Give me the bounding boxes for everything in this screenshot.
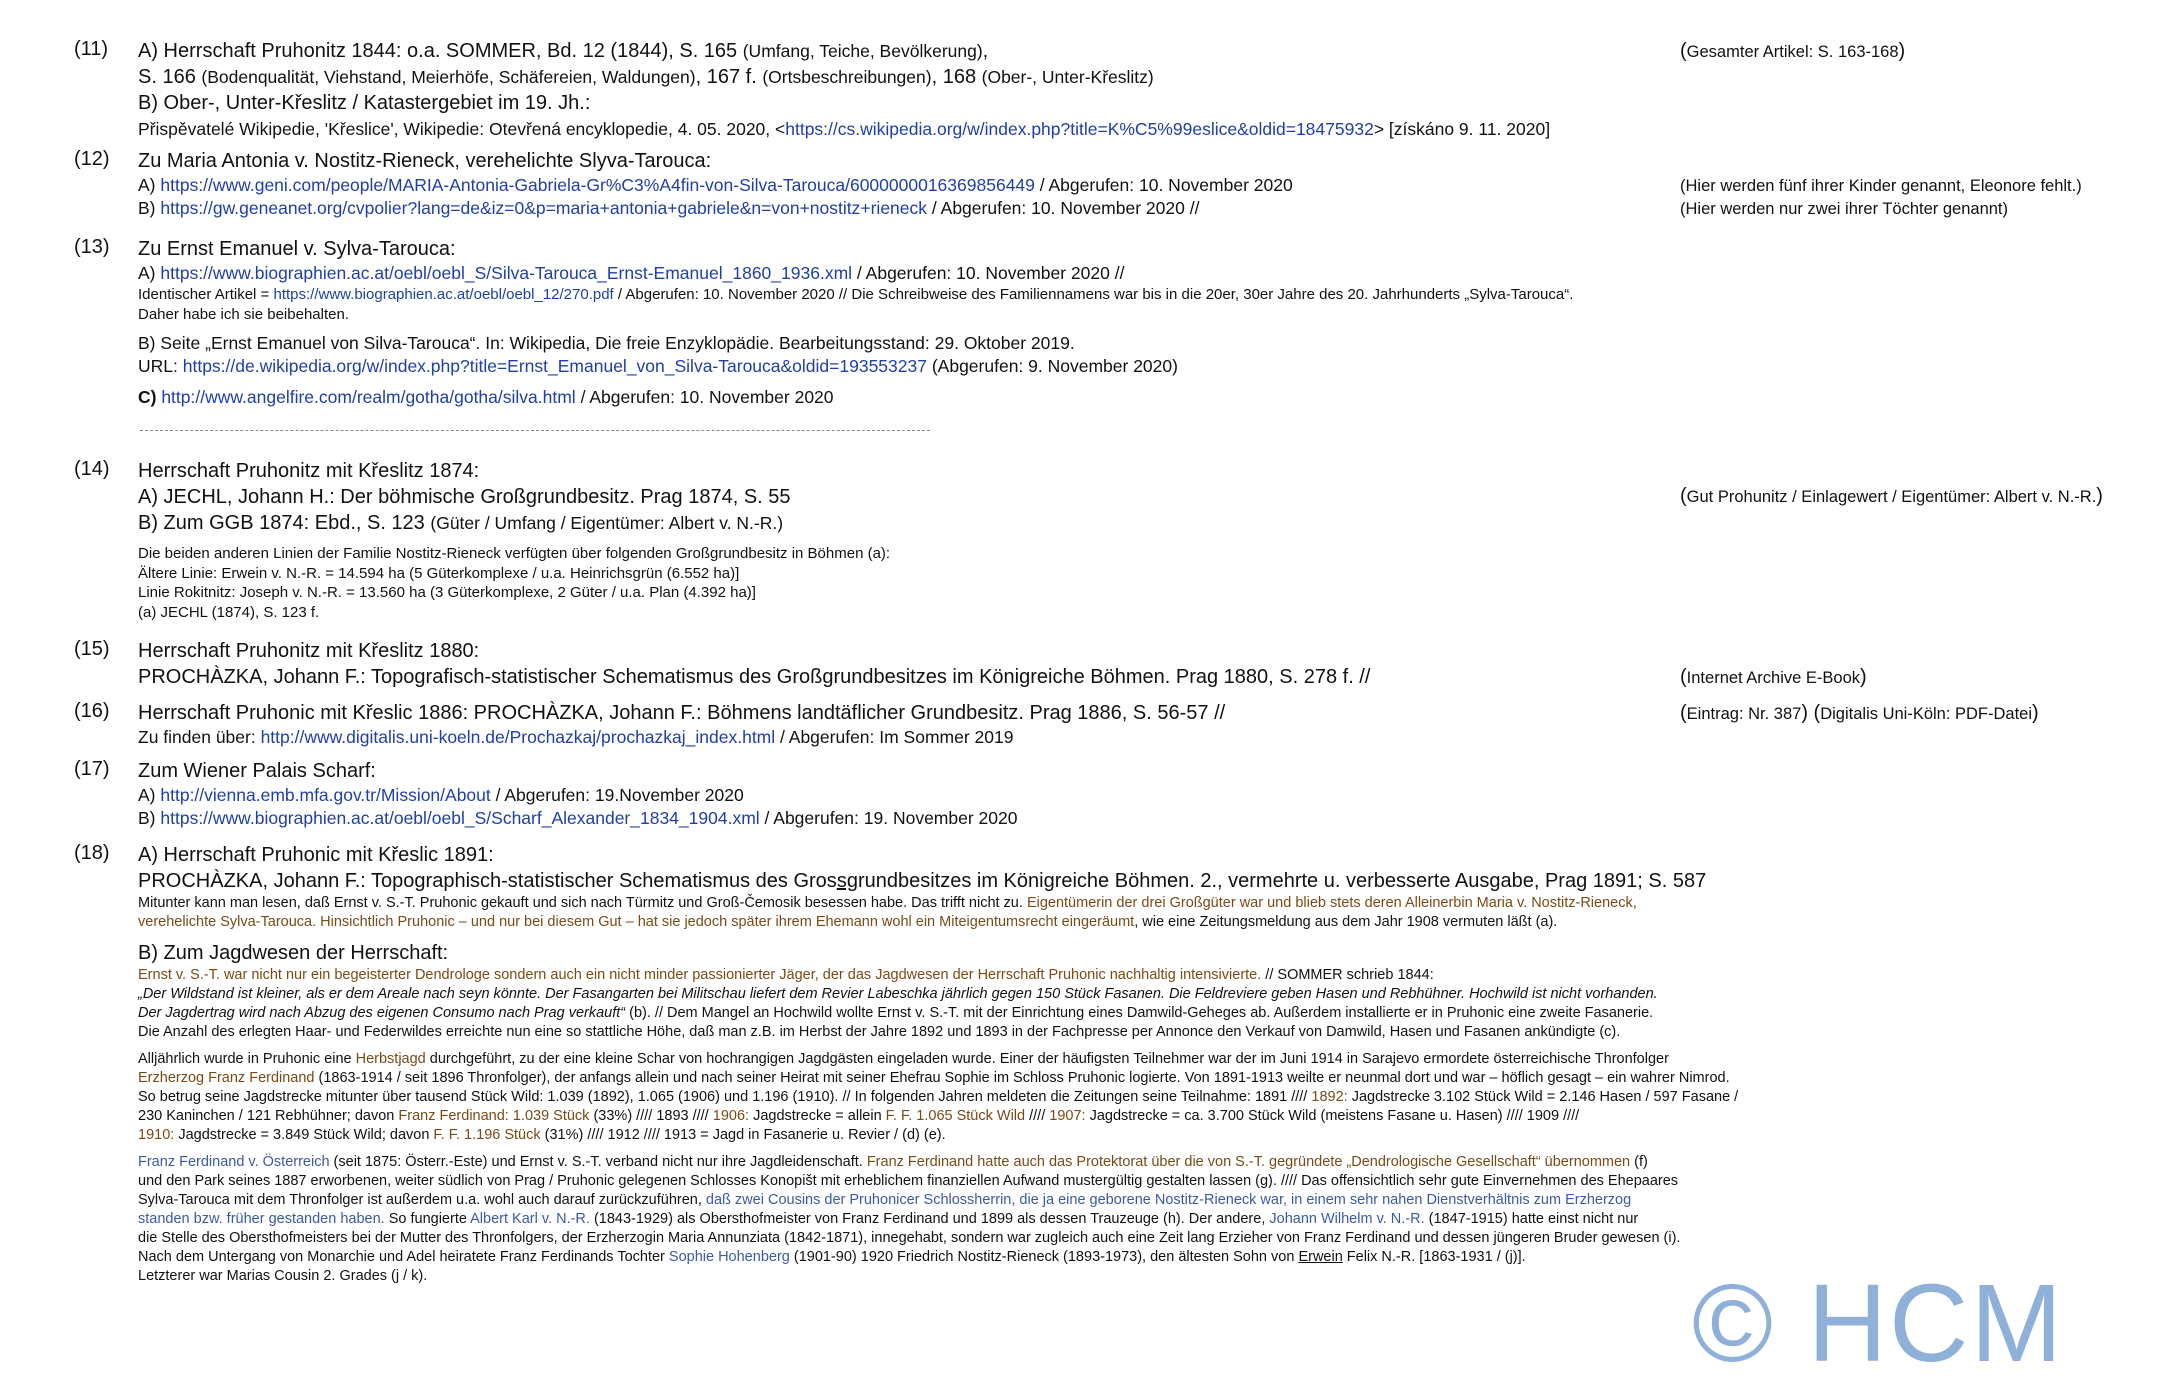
wiki-link[interactable]: https://cs.wikipedia.org/w/index.php?title=K%C5%99eslice&oldid=18475932 xyxy=(785,119,1374,139)
text: , 167 f. xyxy=(695,66,763,88)
biographien-link[interactable]: https://www.biographien.ac.at/oebl/oebl_S/Silva-Tarouca_Ernst-Emanuel_1860_1936.xml xyxy=(160,263,853,283)
line: Herrschaft Pruhonitz mit Křeslitz 1880: xyxy=(138,640,480,662)
text: / Abgerufen: 19.November 2020 xyxy=(490,785,744,805)
side-note-15: (Internet Archive E-Book) xyxy=(1680,666,1867,688)
line xyxy=(138,510,2134,536)
text: , xyxy=(982,40,989,62)
geni-link[interactable]: https://www.geni.com/people/MARIA-Antonia-Gabriela-Gr%C3%A4fin-von-Silva-Tarouca/6000000016369856449 xyxy=(160,175,1035,195)
text: Nach dem Untergang von Monarchie und Adel heiratete Franz Ferdinands Tochter xyxy=(138,1249,669,1265)
line: Linie Rokitnitz: Joseph v. N.-R. = 13.560 ha (3 Güterkomplexe, 2 Güter / u.a. Plan (4.392 ha)] xyxy=(138,584,756,601)
line xyxy=(138,1107,2134,1126)
text: So fungierte xyxy=(384,1211,471,1227)
text: standen bzw. früher gestanden haben. xyxy=(138,1211,385,1227)
text: Jagdstrecke = 3.849 Stück Wild; davon xyxy=(174,1127,434,1143)
text: > [získáno 9. 11. 2020] xyxy=(1373,119,1551,139)
footnote-body xyxy=(138,758,2134,830)
text: / Abgerufen: 10. November 2020 // xyxy=(852,263,1125,283)
line: Zu Maria Antonia v. Nostitz-Rieneck, verehelichte Slyva-Tarouca: xyxy=(138,150,712,172)
text: F. F. 1.196 Stück xyxy=(433,1127,541,1143)
text: 1907: xyxy=(1049,1108,1086,1124)
footnote-body xyxy=(138,236,2134,409)
side-note-12a: (Hier werden fünf ihrer Kinder genannt, Eleonore fehlt.) xyxy=(1680,177,2082,195)
footnote-18 xyxy=(74,842,2134,1302)
text: Gut Prohunitz / Einlagewert / Eigentümer: Albert v. N.-R. xyxy=(1686,488,2097,506)
text: Sophie Hohenberg xyxy=(668,1249,790,1265)
line: Zum Wiener Palais Scharf: xyxy=(138,760,376,782)
spacer xyxy=(138,1042,2134,1050)
text: / Abgerufen: 19. November 2020 xyxy=(759,808,1018,828)
side-note-14: (Gut Prohunitz / Einlagewert / Eigentümer: Albert v. N.-R.) xyxy=(1680,485,2103,507)
text: // SOMMER schrieb 1844: xyxy=(1261,967,1434,983)
text: (Ortsbeschreibungen) xyxy=(762,67,932,87)
line: die Stelle des Obersthofmeisters bei der Mutter des Thronfolgers, der Erzherzogin Maria Annunziata (1842-1871), innegehabt, sondern war zugleich auch eine Zeit lang Erzieher von Franz Ferdinand und dessen jüngeren Bruder gewesen (i). xyxy=(138,1230,1681,1246)
digitalis-link[interactable]: http://www.digitalis.uni-koeln.de/Prochazkaj/prochazkaj_index.html xyxy=(260,727,776,747)
text: / Abgerufen: 10. November 2020 // Die Schreibweise des Familiennamens war bis in die 20er, 30er Jahre des 20. Jahrhunderts „Sylva-Tarouca“. xyxy=(613,286,1574,303)
footnote-13 xyxy=(74,236,2134,426)
text: rundbesitzes im Königreiche Böhmen. 2., vermehrte u. verbesserte Ausgabe, Prag 1891; S. 587 xyxy=(857,870,1707,892)
text: Zu finden über: xyxy=(138,727,261,747)
footnote-number: (16) xyxy=(74,700,110,722)
text: durchgeführt, zu der eine kleine Schar von hochrangigen Jagdgästen eingeladen wurde. Einer der häufigsten Teilnehmer war der im Juni 1914 in Sarajevo ermordete österreichische Thronfolger xyxy=(425,1051,1669,1067)
text: Franz Ferdinand v. Österreich xyxy=(138,1154,330,1170)
text: Erzherzog Franz Ferdinand xyxy=(138,1070,315,1086)
geneanet-link[interactable]: https://gw.geneanet.org/cvpolier?lang=de&iz=0&p=maria+antonia+gabriele&n=von+nostitz+rieneck xyxy=(160,198,928,218)
footnote-number: (17) xyxy=(74,758,110,780)
line: Ältere Linie: Erwein v. N.-R. = 14.594 ha (5 Güterkomplexe / u.a. Heinrichsgrün (6.552 ha)] xyxy=(138,564,740,582)
line: B) Ober-, Unter-Křeslitz / Katastergebiet im 19. Jh.: xyxy=(138,92,591,114)
line xyxy=(138,913,2134,932)
text: Internet Archive E-Book xyxy=(1686,669,1861,687)
text: Johann Wilhelm v. N.-R. xyxy=(1269,1211,1425,1227)
line xyxy=(138,1153,2134,1172)
line: B) Seite „Ernst Emanuel von Silva-Tarouca“. In: Wikipedia, Die freie Enzyklopädie. Bearbeitungsstand: 29. Oktober 2019. xyxy=(138,333,1075,353)
line: Daher habe ich sie beibehalten. xyxy=(138,305,349,323)
footnote-body xyxy=(138,458,2134,622)
text: Franz Ferdinand hatte auch das Protektorat über die von S.-T. gegründete „Dendrologische Gesellschaft“ übernommen xyxy=(866,1154,1631,1170)
line: Herrschaft Pruhonitz mit Křeslitz 1874: xyxy=(138,460,480,482)
text: 1892: xyxy=(1311,1089,1348,1105)
spacer xyxy=(138,378,2134,386)
text: (Umfang, Teiche, Bevölkerung) xyxy=(742,41,983,61)
line: Herrschaft Pruhonic mit Křeslic 1886: PROCHÀZKA, Johann F.: Böhmens landtäflicher Grundbesitz. Prag 1886, S. 56-57 // xyxy=(138,702,1226,724)
text: (1847-1915) hatte einst nicht nur xyxy=(1424,1211,1639,1227)
line xyxy=(138,1050,2134,1069)
separator-line xyxy=(140,430,930,431)
text: 1910: xyxy=(138,1127,175,1143)
footnote-14 xyxy=(74,458,2134,628)
text: Gesamter Artikel: S. 163-168 xyxy=(1686,43,1899,61)
line: Die Anzahl des erlegten Haar- und Federwildes erreichte nun eine so stattliche Höhe, daß man z.B. im Herbst der Jahre 1892 und 1893 in der Fachpresse per Annonce den Verkauf von Damwild, Hasen und Fasanen ankündigte (c). xyxy=(138,1024,1621,1040)
text: Eigentümerin der drei Großgüter war und blieb stets deren Alleinerbin Maria v. Nostitz-Rieneck, xyxy=(1026,895,1637,911)
text: URL: xyxy=(138,356,183,376)
text: daß zwei Cousins der Pruhonicer Schlossherrin, die ja eine geborene Nostitz-Rieneck war, in einem sehr nahen Dienstverhältnis zum Erzherzog xyxy=(705,1192,1632,1208)
line xyxy=(138,1126,2134,1145)
text: Sylva-Tarouca mit dem Thronfolger ist außerdem u.a. wohl auch darauf zurückzuführen, xyxy=(138,1192,706,1208)
text: So betrug seine Jagdstrecke mitunter über tausend Stück Wild: 1.039 (1892), 1.065 (1906) und 1.196 (1910). // In folgenden Jahren meldeten die Zeitungen seine Teilnahme: 1891 //// xyxy=(138,1089,1312,1105)
line xyxy=(138,868,2134,894)
footnote-number: (12) xyxy=(74,148,110,170)
text: F. F. 1.065 Stück Wild xyxy=(885,1108,1026,1124)
text: (33%) //// 1893 //// xyxy=(589,1108,713,1124)
line xyxy=(138,116,2134,143)
footnote-body xyxy=(138,842,2134,1286)
line xyxy=(138,386,2134,409)
footnote-number: (18) xyxy=(74,842,110,864)
text: (1901-90) 1920 Friedrich Nostitz-Rieneck (1893-1973), den ältesten Sohn von xyxy=(789,1249,1299,1265)
text: Felix N.-R. [1863-1931 / (j)]. xyxy=(1342,1249,1526,1265)
spacer xyxy=(138,324,2134,332)
text: Herbstjagd xyxy=(355,1051,426,1067)
text: (f) xyxy=(1630,1154,1648,1170)
line xyxy=(138,966,2134,985)
line xyxy=(138,1004,2134,1023)
footnote-17 xyxy=(74,758,2134,838)
line: „Der Wildstand ist kleiner, als er dem Areale nach seyn könnte. Der Fasangarten bei Militschau liefert dem Revier Labeschka jährlich gegen 150 Stück Fasanen. Die Feldreviere geben Hasen und Rebhühner. Hochwild ist nicht vorhanden. xyxy=(138,986,1658,1002)
text: / Abgerufen: 10. November 2020 // xyxy=(927,198,1200,218)
side-note-11: (Gesamter Artikel: S. 163-168) xyxy=(1680,40,1906,62)
text: 1906: xyxy=(712,1108,750,1124)
line: Die beiden anderen Linien der Familie Nostitz-Rieneck verfügten über folgenden Großgrundbesitz in Böhmen (a): xyxy=(138,545,891,562)
text: Jagdstrecke 3.102 Stück Wild = 2.146 Hasen / 597 Fasane / xyxy=(1347,1089,1739,1105)
text: A) xyxy=(138,785,161,805)
text: Digitalis Uni-Köln: PDF-Datei xyxy=(1820,705,2033,723)
text: (1843-1929) als Obersthofmeister von Franz Ferdinand und 1899 als dessen Trauzeuge (h). Der andere, xyxy=(589,1211,1270,1227)
footnote-number: (15) xyxy=(74,638,110,660)
line: (a) JECHL (1874), S. 123 f. xyxy=(138,603,320,621)
line xyxy=(138,262,2134,285)
text: / Abgerufen: 10. November 2020 xyxy=(575,387,834,407)
text: PROCHÀZKA, Johann F.: Topographisch-statistischer Schematismus des Gros xyxy=(138,870,837,892)
text: (Ober-, Unter-Křeslitz) xyxy=(981,67,1154,87)
line: Zu Ernst Emanuel v. Sylva-Tarouca: xyxy=(138,238,456,260)
line xyxy=(138,807,2134,830)
text: S. 166 xyxy=(138,66,202,88)
text: 230 Kaninchen / 121 Rebhühner; davon xyxy=(138,1108,399,1124)
angelfire-link[interactable]: http://www.angelfire.com/realm/gotha/gotha/silva.html xyxy=(161,387,576,407)
line xyxy=(138,285,2134,305)
text: Jagdstrecke = allein xyxy=(749,1108,886,1124)
text: Identischer Artikel = xyxy=(138,286,274,303)
text: Jagdstrecke = ca. 3.700 Stück Wild (meistens Fasane u. Hasen) //// 1909 //// xyxy=(1085,1108,1580,1124)
side-note-12b: (Hier werden nur zwei ihrer Töchter genannt) xyxy=(1680,200,2009,218)
copyright-watermark: © HCM xyxy=(1692,1262,2065,1385)
line xyxy=(138,894,2134,913)
line: und den Park seines 1887 erworbenen, weiter südlich von Prag / Pruhonic gelegenen Schlosses Konopišt mit erheblichem finanziellen Aufwand mustergültig gestalten lassen (g). //// Das offensichtlich sehr gute Einvernehmen des Ehepaares xyxy=(138,1173,1679,1189)
text: , wie eine Zeitungsmeldung aus dem Jahr 1908 vermuten läßt (a). xyxy=(1134,914,1558,930)
text: Der Jagdertrag wird nach Abzug des eigenen Consumo nach Prag verkauft“ xyxy=(138,1005,626,1021)
text: A) xyxy=(138,175,161,195)
text: Franz Ferdinand: 1.039 Stück xyxy=(398,1108,590,1124)
line: A) JECHL, Johann H.: Der böhmische Großgrundbesitz. Prag 1874, S. 55 xyxy=(138,486,791,508)
text: Alljährlich wurde in Pruhonic eine xyxy=(138,1051,356,1067)
text: B) Zum GGB 1874: Ebd., S. 123 xyxy=(138,512,431,534)
text: / Abgerufen: 10. November 2020 xyxy=(1034,175,1293,195)
text: Mitunter kann man lesen, daß Ernst v. S.-T. Pruhonic gekauft und sich nach Türmitz und Groß-Čemosik besessen habe. Das trifft nicht zu. xyxy=(138,895,1027,911)
line: A) Herrschaft Pruhonic mit Křeslic 1891: xyxy=(138,844,494,866)
line: Letzterer war Marias Cousin 2. Grades (j / k). xyxy=(138,1268,428,1284)
spacer xyxy=(138,1145,2134,1153)
line xyxy=(138,355,2134,378)
line xyxy=(138,1191,2134,1210)
text: B) xyxy=(138,198,161,218)
text: / Abgerufen: Im Sommer 2019 xyxy=(775,727,1014,747)
text: (Abgerufen: 9. November 2020) xyxy=(926,356,1178,376)
text: (b). // Dem Mangel an Hochwild wollte Ernst v. S.-T. mit der Einrichtung eines Damwild-Geheges ab. Außerdem installierte er in Pruhonic eine zweite Fasanerie. xyxy=(625,1005,1654,1021)
spacer xyxy=(138,536,2134,544)
text: Přispěvatelé Wikipedie, 'Křeslice', Wikipedie: Otevřená encyklopedie, 4. 05. 2020, < xyxy=(138,119,786,139)
scharf-biography-link[interactable]: https://www.biographien.ac.at/oebl/oebl_S/Scharf_Alexander_1834_1904.xml xyxy=(160,808,760,828)
line xyxy=(138,784,2134,807)
text: Erwein xyxy=(1298,1249,1343,1265)
wikipedia-link[interactable]: https://de.wikipedia.org/w/index.php?title=Ernst_Emanuel_von_Silva-Tarouca&oldid=193553237 xyxy=(182,356,927,376)
line xyxy=(138,64,2134,90)
footnote-number: (11) xyxy=(74,38,109,60)
footnote-number: (13) xyxy=(74,236,110,258)
text: Eintrag: Nr. 387 xyxy=(1686,705,1802,723)
line xyxy=(138,1088,2134,1107)
text: (31%) //// 1912 //// 1913 = Jagd in Fasanerie u. Revier / (d) (e). xyxy=(540,1127,946,1143)
line xyxy=(138,1210,2134,1229)
text: (1863-1914 / seit 1896 Thronfolger), der anfangs allein und nach seiner Heirat mit seiner Ehefrau Sophie im Schloss Pruhonic logierte. Von 1891-1913 weilte er neunmal dort und war – höflich gesagt – ein wahrer Nimrod. xyxy=(314,1070,1730,1086)
text: sg xyxy=(836,870,858,892)
text: Albert Karl v. N.-R. xyxy=(470,1211,590,1227)
text: (Güter / Umfang / Eigentümer: Albert v. N.-R.) xyxy=(430,513,784,533)
section-title: B) Zum Jagdwesen der Herrschaft: xyxy=(138,942,449,964)
text: Ernst v. S.-T. war nicht nur ein begeisterter Dendrologe sondern auch ein nicht minder passionierter Jäger, der das Jagdwesen der Herrschaft Pruhonic nachhaltig intensivierte. xyxy=(138,967,1262,983)
line xyxy=(138,1069,2134,1088)
text: //// xyxy=(1025,1108,1050,1124)
text: (seit 1875: Österr.-Este) und Ernst v. S.-T. verband nicht nur ihre Jagdleidenschaft. xyxy=(329,1154,867,1170)
text: verehelichte Sylva-Tarouca. Hinsichtlich Pruhonic – und nur bei diesem Gut – hat sie jedoch später ihrem Ehemann wohl ein Miteigentumsrecht eingeräumt xyxy=(138,914,1135,930)
biographien-pdf-link[interactable]: https://www.biographien.ac.at/oebl/oebl_12/270.pdf xyxy=(273,286,614,303)
text: A) Herrschaft Pruhonitz 1844: o.a. SOMMER, Bd. 12 (1844), S. 165 xyxy=(138,40,743,62)
line: PROCHÀZKA, Johann F.: Topografisch-statistischer Schematismus des Großgrundbesitzes im Königreiche Böhmen. Prag 1880, S. 278 f. // xyxy=(138,666,1371,688)
spacer xyxy=(138,932,2134,940)
text: C) xyxy=(138,387,162,407)
side-note-16: (Eintrag: Nr. 387) (Digitalis Uni-Köln: PDF-Datei) xyxy=(1680,702,2039,724)
line xyxy=(138,726,2134,749)
embassy-link[interactable]: http://vienna.emb.mfa.gov.tr/Mission/About xyxy=(160,785,491,805)
text: A) xyxy=(138,263,161,283)
text: (Bodenqualität, Viehstand, Meierhöfe, Schäfereien, Waldungen) xyxy=(201,67,696,87)
text: , 168 xyxy=(931,66,982,88)
text: B) xyxy=(138,808,161,828)
footnote-number: (14) xyxy=(74,458,110,480)
